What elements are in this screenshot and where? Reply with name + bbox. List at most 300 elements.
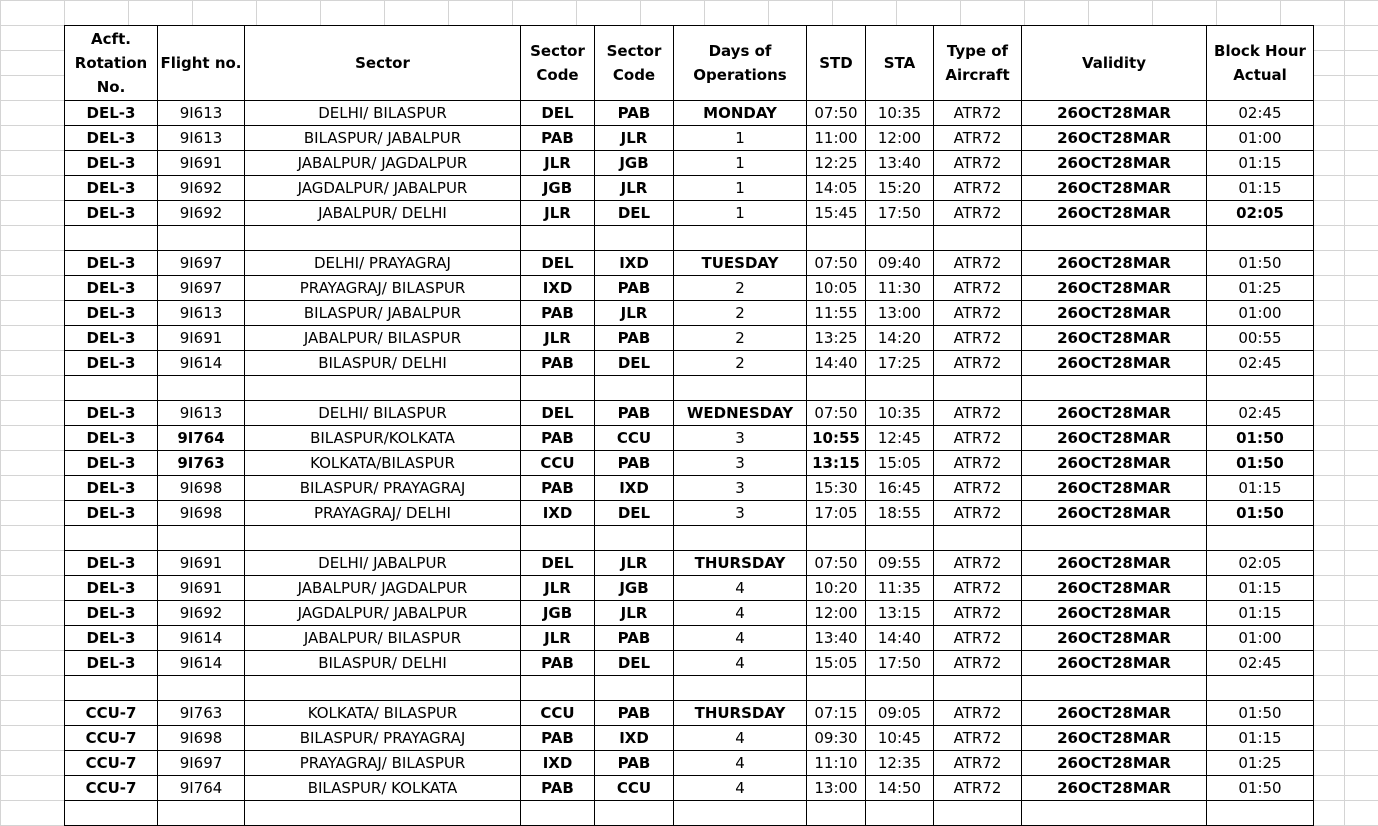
table-cell[interactable]: BILASPUR/ KOLKATA bbox=[245, 776, 521, 801]
table-cell[interactable]: ATR72 bbox=[934, 101, 1022, 126]
table-cell[interactable]: IXD bbox=[521, 276, 595, 301]
table-cell[interactable]: 9I614 bbox=[158, 626, 245, 651]
table-cell[interactable]: PAB bbox=[595, 326, 674, 351]
table-cell[interactable]: ATR72 bbox=[934, 151, 1022, 176]
table-cell[interactable]: JGB bbox=[595, 151, 674, 176]
table-cell[interactable]: 26OCT28MAR bbox=[1022, 501, 1207, 526]
table-cell[interactable]: MONDAY bbox=[674, 101, 807, 126]
table-cell[interactable]: 01:50 bbox=[1207, 451, 1314, 476]
empty-cell[interactable] bbox=[674, 376, 807, 401]
table-cell[interactable]: PAB bbox=[521, 301, 595, 326]
empty-cell[interactable] bbox=[595, 801, 674, 826]
table-cell[interactable]: 9I698 bbox=[158, 726, 245, 751]
table-cell[interactable]: DEL-3 bbox=[65, 476, 158, 501]
table-cell[interactable]: JLR bbox=[595, 301, 674, 326]
empty-cell[interactable] bbox=[1207, 801, 1314, 826]
table-cell[interactable]: 9I691 bbox=[158, 551, 245, 576]
table-cell[interactable]: 26OCT28MAR bbox=[1022, 101, 1207, 126]
table-cell[interactable]: CCU-7 bbox=[65, 751, 158, 776]
empty-cell[interactable] bbox=[1022, 226, 1207, 251]
table-cell[interactable]: DEL bbox=[595, 351, 674, 376]
table-cell[interactable]: DEL bbox=[595, 501, 674, 526]
table-cell[interactable]: 2 bbox=[674, 326, 807, 351]
table-cell[interactable]: 07:50 bbox=[807, 551, 866, 576]
table-cell[interactable]: ATR72 bbox=[934, 501, 1022, 526]
table-cell[interactable]: IXD bbox=[595, 476, 674, 501]
table-cell[interactable]: 1 bbox=[674, 126, 807, 151]
header-cell[interactable]: Validity bbox=[1022, 26, 1207, 101]
table-cell[interactable]: BILASPUR/KOLKATA bbox=[245, 426, 521, 451]
table-cell[interactable]: KOLKATA/ BILASPUR bbox=[245, 701, 521, 726]
table-cell[interactable]: DEL-3 bbox=[65, 626, 158, 651]
empty-cell[interactable] bbox=[1022, 801, 1207, 826]
table-cell[interactable]: JABALPUR/ DELHI bbox=[245, 201, 521, 226]
table-cell[interactable]: PAB bbox=[521, 426, 595, 451]
table-cell[interactable]: 01:00 bbox=[1207, 626, 1314, 651]
table-cell[interactable]: 01:25 bbox=[1207, 276, 1314, 301]
table-cell[interactable]: JLR bbox=[595, 601, 674, 626]
empty-cell[interactable] bbox=[934, 526, 1022, 551]
table-cell[interactable]: 02:05 bbox=[1207, 551, 1314, 576]
empty-cell[interactable] bbox=[674, 676, 807, 701]
table-cell[interactable]: 26OCT28MAR bbox=[1022, 251, 1207, 276]
header-cell[interactable]: STD bbox=[807, 26, 866, 101]
empty-cell[interactable] bbox=[521, 676, 595, 701]
table-cell[interactable]: PAB bbox=[595, 276, 674, 301]
table-cell[interactable]: CCU bbox=[521, 451, 595, 476]
table-cell[interactable]: DEL bbox=[595, 201, 674, 226]
table-cell[interactable]: ATR72 bbox=[934, 426, 1022, 451]
table-cell[interactable]: DEL-3 bbox=[65, 501, 158, 526]
table-cell[interactable]: 26OCT28MAR bbox=[1022, 776, 1207, 801]
empty-cell[interactable] bbox=[158, 801, 245, 826]
table-cell[interactable]: 12:25 bbox=[807, 151, 866, 176]
table-cell[interactable]: KOLKATA/BILASPUR bbox=[245, 451, 521, 476]
empty-cell[interactable] bbox=[245, 801, 521, 826]
table-cell[interactable]: IXD bbox=[595, 726, 674, 751]
table-cell[interactable]: 9I613 bbox=[158, 126, 245, 151]
table-cell[interactable]: 01:00 bbox=[1207, 301, 1314, 326]
empty-cell[interactable] bbox=[65, 526, 158, 551]
table-cell[interactable]: DEL-3 bbox=[65, 276, 158, 301]
empty-cell[interactable] bbox=[595, 376, 674, 401]
empty-cell[interactable] bbox=[807, 376, 866, 401]
empty-cell[interactable] bbox=[934, 226, 1022, 251]
table-cell[interactable]: 26OCT28MAR bbox=[1022, 726, 1207, 751]
table-cell[interactable]: JLR bbox=[595, 176, 674, 201]
table-cell[interactable]: JGB bbox=[595, 576, 674, 601]
table-cell[interactable]: 26OCT28MAR bbox=[1022, 651, 1207, 676]
table-cell[interactable]: 9I698 bbox=[158, 476, 245, 501]
table-cell[interactable]: 26OCT28MAR bbox=[1022, 276, 1207, 301]
empty-cell[interactable] bbox=[245, 376, 521, 401]
empty-cell[interactable] bbox=[866, 226, 934, 251]
table-cell[interactable]: DEL-3 bbox=[65, 301, 158, 326]
empty-cell[interactable] bbox=[595, 526, 674, 551]
table-cell[interactable]: PAB bbox=[521, 126, 595, 151]
empty-cell[interactable] bbox=[245, 676, 521, 701]
table-cell[interactable]: IXD bbox=[521, 751, 595, 776]
table-cell[interactable]: 14:20 bbox=[866, 326, 934, 351]
table-cell[interactable]: JABALPUR/ BILASPUR bbox=[245, 326, 521, 351]
empty-cell[interactable] bbox=[1207, 226, 1314, 251]
table-cell[interactable]: 12:45 bbox=[866, 426, 934, 451]
table-cell[interactable]: ATR72 bbox=[934, 776, 1022, 801]
table-cell[interactable]: 01:50 bbox=[1207, 251, 1314, 276]
table-cell[interactable]: 01:50 bbox=[1207, 426, 1314, 451]
table-cell[interactable]: 9I614 bbox=[158, 651, 245, 676]
table-cell[interactable]: BILASPUR/ PRAYAGRAJ bbox=[245, 726, 521, 751]
table-cell[interactable]: DEL bbox=[595, 651, 674, 676]
table-cell[interactable]: 2 bbox=[674, 351, 807, 376]
empty-cell[interactable] bbox=[245, 526, 521, 551]
table-cell[interactable]: PAB bbox=[521, 351, 595, 376]
table-cell[interactable]: PRAYAGRAJ/ DELHI bbox=[245, 501, 521, 526]
empty-cell[interactable] bbox=[158, 676, 245, 701]
empty-cell[interactable] bbox=[674, 226, 807, 251]
table-cell[interactable]: PAB bbox=[521, 651, 595, 676]
table-cell[interactable]: DEL-3 bbox=[65, 551, 158, 576]
table-cell[interactable]: 4 bbox=[674, 601, 807, 626]
table-cell[interactable]: 26OCT28MAR bbox=[1022, 351, 1207, 376]
table-cell[interactable]: CCU bbox=[595, 426, 674, 451]
empty-cell[interactable] bbox=[1207, 376, 1314, 401]
table-cell[interactable]: 10:55 bbox=[807, 426, 866, 451]
empty-cell[interactable] bbox=[521, 376, 595, 401]
table-cell[interactable]: 11:00 bbox=[807, 126, 866, 151]
table-cell[interactable]: ATR72 bbox=[934, 351, 1022, 376]
empty-cell[interactable] bbox=[934, 801, 1022, 826]
empty-cell[interactable] bbox=[934, 376, 1022, 401]
table-cell[interactable]: 14:40 bbox=[807, 351, 866, 376]
table-cell[interactable]: 15:45 bbox=[807, 201, 866, 226]
header-cell[interactable]: Sector Code bbox=[595, 26, 674, 101]
empty-cell[interactable] bbox=[158, 376, 245, 401]
table-cell[interactable]: DEL-3 bbox=[65, 176, 158, 201]
table-cell[interactable]: 26OCT28MAR bbox=[1022, 326, 1207, 351]
table-cell[interactable]: DEL-3 bbox=[65, 576, 158, 601]
table-cell[interactable]: PAB bbox=[595, 451, 674, 476]
table-cell[interactable]: THURSDAY bbox=[674, 551, 807, 576]
table-cell[interactable]: 02:45 bbox=[1207, 401, 1314, 426]
table-cell[interactable]: 15:05 bbox=[807, 651, 866, 676]
table-cell[interactable]: 07:50 bbox=[807, 251, 866, 276]
table-cell[interactable]: 9I764 bbox=[158, 426, 245, 451]
table-cell[interactable]: 9I691 bbox=[158, 576, 245, 601]
table-cell[interactable]: 10:05 bbox=[807, 276, 866, 301]
table-cell[interactable]: 9I763 bbox=[158, 451, 245, 476]
table-cell[interactable]: 4 bbox=[674, 751, 807, 776]
table-cell[interactable]: 26OCT28MAR bbox=[1022, 401, 1207, 426]
table-cell[interactable]: ATR72 bbox=[934, 476, 1022, 501]
table-cell[interactable]: 1 bbox=[674, 176, 807, 201]
table-cell[interactable]: 26OCT28MAR bbox=[1022, 476, 1207, 501]
table-cell[interactable]: 14:50 bbox=[866, 776, 934, 801]
table-cell[interactable]: 11:35 bbox=[866, 576, 934, 601]
empty-cell[interactable] bbox=[674, 526, 807, 551]
empty-cell[interactable] bbox=[521, 526, 595, 551]
table-cell[interactable]: 3 bbox=[674, 476, 807, 501]
table-cell[interactable]: ATR72 bbox=[934, 601, 1022, 626]
table-cell[interactable]: CCU bbox=[521, 701, 595, 726]
header-cell[interactable]: Block Hour Actual bbox=[1207, 26, 1314, 101]
empty-cell[interactable] bbox=[65, 801, 158, 826]
table-cell[interactable]: 00:55 bbox=[1207, 326, 1314, 351]
table-cell[interactable]: 02:45 bbox=[1207, 351, 1314, 376]
table-cell[interactable]: 2 bbox=[674, 276, 807, 301]
table-cell[interactable]: IXD bbox=[595, 251, 674, 276]
empty-cell[interactable] bbox=[866, 801, 934, 826]
table-cell[interactable]: 07:15 bbox=[807, 701, 866, 726]
table-cell[interactable]: 4 bbox=[674, 576, 807, 601]
table-cell[interactable]: 01:15 bbox=[1207, 476, 1314, 501]
table-cell[interactable]: JLR bbox=[521, 201, 595, 226]
empty-cell[interactable] bbox=[65, 226, 158, 251]
table-cell[interactable]: 01:50 bbox=[1207, 701, 1314, 726]
header-cell[interactable]: Days of Operations bbox=[674, 26, 807, 101]
table-cell[interactable]: JLR bbox=[521, 576, 595, 601]
table-cell[interactable]: JABALPUR/ JAGDALPUR bbox=[245, 576, 521, 601]
table-cell[interactable]: JLR bbox=[595, 126, 674, 151]
table-cell[interactable]: 9I697 bbox=[158, 276, 245, 301]
table-cell[interactable]: 9I613 bbox=[158, 101, 245, 126]
table-cell[interactable]: 12:00 bbox=[866, 126, 934, 151]
table-cell[interactable]: ATR72 bbox=[934, 551, 1022, 576]
header-cell[interactable]: Flight no. bbox=[158, 26, 245, 101]
table-cell[interactable]: ATR72 bbox=[934, 451, 1022, 476]
table-cell[interactable]: PAB bbox=[595, 701, 674, 726]
table-cell[interactable]: BILASPUR/ PRAYAGRAJ bbox=[245, 476, 521, 501]
empty-cell[interactable] bbox=[595, 226, 674, 251]
table-cell[interactable]: 13:15 bbox=[866, 601, 934, 626]
table-cell[interactable]: ATR72 bbox=[934, 576, 1022, 601]
table-cell[interactable]: 26OCT28MAR bbox=[1022, 426, 1207, 451]
table-cell[interactable]: 26OCT28MAR bbox=[1022, 151, 1207, 176]
table-cell[interactable]: 09:55 bbox=[866, 551, 934, 576]
table-cell[interactable]: TUESDAY bbox=[674, 251, 807, 276]
header-cell[interactable]: STA bbox=[866, 26, 934, 101]
table-cell[interactable]: 17:25 bbox=[866, 351, 934, 376]
table-cell[interactable]: JGB bbox=[521, 176, 595, 201]
table-cell[interactable]: 1 bbox=[674, 151, 807, 176]
table-cell[interactable]: CCU-7 bbox=[65, 776, 158, 801]
table-cell[interactable]: 26OCT28MAR bbox=[1022, 201, 1207, 226]
table-cell[interactable]: 26OCT28MAR bbox=[1022, 701, 1207, 726]
empty-cell[interactable] bbox=[807, 676, 866, 701]
table-cell[interactable]: PRAYAGRAJ/ BILASPUR bbox=[245, 276, 521, 301]
empty-cell[interactable] bbox=[1022, 676, 1207, 701]
empty-cell[interactable] bbox=[807, 226, 866, 251]
table-cell[interactable]: 02:45 bbox=[1207, 101, 1314, 126]
table-cell[interactable]: 01:25 bbox=[1207, 751, 1314, 776]
table-cell[interactable]: 26OCT28MAR bbox=[1022, 751, 1207, 776]
table-cell[interactable]: 9I697 bbox=[158, 251, 245, 276]
table-cell[interactable]: 9I763 bbox=[158, 701, 245, 726]
table-cell[interactable]: 9I691 bbox=[158, 151, 245, 176]
table-cell[interactable]: DEL-3 bbox=[65, 601, 158, 626]
table-cell[interactable]: 26OCT28MAR bbox=[1022, 626, 1207, 651]
table-cell[interactable]: DEL-3 bbox=[65, 201, 158, 226]
table-cell[interactable]: 17:50 bbox=[866, 651, 934, 676]
table-cell[interactable]: DELHI/ BILASPUR bbox=[245, 101, 521, 126]
table-cell[interactable]: 4 bbox=[674, 626, 807, 651]
table-cell[interactable]: ATR72 bbox=[934, 301, 1022, 326]
table-cell[interactable]: DEL bbox=[521, 251, 595, 276]
table-cell[interactable]: 01:00 bbox=[1207, 126, 1314, 151]
table-cell[interactable]: 4 bbox=[674, 726, 807, 751]
table-cell[interactable]: 4 bbox=[674, 651, 807, 676]
table-cell[interactable]: CCU bbox=[595, 776, 674, 801]
table-cell[interactable]: 9I692 bbox=[158, 601, 245, 626]
header-cell[interactable]: Acft. Rotation No. bbox=[65, 26, 158, 101]
table-cell[interactable]: 26OCT28MAR bbox=[1022, 451, 1207, 476]
empty-cell[interactable] bbox=[65, 376, 158, 401]
table-cell[interactable]: PAB bbox=[521, 476, 595, 501]
empty-cell[interactable] bbox=[866, 676, 934, 701]
table-cell[interactable]: ATR72 bbox=[934, 326, 1022, 351]
table-cell[interactable]: DEL bbox=[521, 101, 595, 126]
table-cell[interactable]: DEL bbox=[521, 401, 595, 426]
empty-cell[interactable] bbox=[65, 676, 158, 701]
table-cell[interactable]: THURSDAY bbox=[674, 701, 807, 726]
table-cell[interactable]: ATR72 bbox=[934, 126, 1022, 151]
header-cell[interactable]: Type of Aircraft bbox=[934, 26, 1022, 101]
table-cell[interactable]: ATR72 bbox=[934, 751, 1022, 776]
table-cell[interactable]: 26OCT28MAR bbox=[1022, 176, 1207, 201]
empty-cell[interactable] bbox=[595, 676, 674, 701]
table-cell[interactable]: 01:15 bbox=[1207, 601, 1314, 626]
table-cell[interactable]: 11:55 bbox=[807, 301, 866, 326]
table-cell[interactable]: ATR72 bbox=[934, 276, 1022, 301]
table-cell[interactable]: CCU-7 bbox=[65, 726, 158, 751]
table-cell[interactable]: 17:05 bbox=[807, 501, 866, 526]
table-cell[interactable]: 12:00 bbox=[807, 601, 866, 626]
empty-cell[interactable] bbox=[1207, 676, 1314, 701]
empty-cell[interactable] bbox=[245, 226, 521, 251]
table-cell[interactable]: JLR bbox=[521, 326, 595, 351]
table-cell[interactable]: 9I613 bbox=[158, 301, 245, 326]
table-cell[interactable]: DELHI/ PRAYAGRAJ bbox=[245, 251, 521, 276]
table-cell[interactable]: CCU-7 bbox=[65, 701, 158, 726]
table-cell[interactable]: 09:40 bbox=[866, 251, 934, 276]
table-cell[interactable]: 17:50 bbox=[866, 201, 934, 226]
header-cell[interactable]: Sector Code bbox=[521, 26, 595, 101]
table-cell[interactable]: 10:35 bbox=[866, 401, 934, 426]
table-cell[interactable]: 9I698 bbox=[158, 501, 245, 526]
table-cell[interactable]: 26OCT28MAR bbox=[1022, 301, 1207, 326]
table-cell[interactable]: DELHI/ BILASPUR bbox=[245, 401, 521, 426]
empty-cell[interactable] bbox=[674, 801, 807, 826]
table-cell[interactable]: 13:15 bbox=[807, 451, 866, 476]
table-cell[interactable]: 10:20 bbox=[807, 576, 866, 601]
table-cell[interactable]: DEL-3 bbox=[65, 126, 158, 151]
table-cell[interactable]: 26OCT28MAR bbox=[1022, 551, 1207, 576]
table-cell[interactable]: 13:40 bbox=[807, 626, 866, 651]
empty-cell[interactable] bbox=[934, 676, 1022, 701]
table-cell[interactable]: 9I691 bbox=[158, 326, 245, 351]
table-cell[interactable]: 18:55 bbox=[866, 501, 934, 526]
table-cell[interactable]: JABALPUR/ BILASPUR bbox=[245, 626, 521, 651]
table-cell[interactable]: 9I692 bbox=[158, 176, 245, 201]
table-cell[interactable]: BILASPUR/ JABALPUR bbox=[245, 301, 521, 326]
empty-cell[interactable] bbox=[807, 526, 866, 551]
table-cell[interactable]: 09:30 bbox=[807, 726, 866, 751]
header-cell[interactable]: Sector bbox=[245, 26, 521, 101]
table-cell[interactable]: 11:10 bbox=[807, 751, 866, 776]
table-cell[interactable]: PAB bbox=[595, 101, 674, 126]
table-cell[interactable]: DEL-3 bbox=[65, 251, 158, 276]
table-cell[interactable]: JLR bbox=[595, 551, 674, 576]
table-cell[interactable]: 26OCT28MAR bbox=[1022, 601, 1207, 626]
table-cell[interactable]: 01:50 bbox=[1207, 776, 1314, 801]
table-cell[interactable]: 14:05 bbox=[807, 176, 866, 201]
table-cell[interactable]: 13:00 bbox=[807, 776, 866, 801]
table-cell[interactable]: 01:50 bbox=[1207, 501, 1314, 526]
table-cell[interactable]: 13:25 bbox=[807, 326, 866, 351]
table-cell[interactable]: DEL-3 bbox=[65, 101, 158, 126]
table-cell[interactable]: 10:45 bbox=[866, 726, 934, 751]
table-cell[interactable]: DEL-3 bbox=[65, 651, 158, 676]
table-cell[interactable]: DEL bbox=[521, 551, 595, 576]
table-cell[interactable]: DEL-3 bbox=[65, 451, 158, 476]
table-cell[interactable]: 4 bbox=[674, 776, 807, 801]
table-cell[interactable]: 26OCT28MAR bbox=[1022, 576, 1207, 601]
table-cell[interactable]: 10:35 bbox=[866, 101, 934, 126]
empty-cell[interactable] bbox=[866, 526, 934, 551]
table-cell[interactable]: PAB bbox=[595, 401, 674, 426]
table-cell[interactable]: DEL-3 bbox=[65, 151, 158, 176]
table-cell[interactable]: 9I614 bbox=[158, 351, 245, 376]
empty-cell[interactable] bbox=[158, 226, 245, 251]
empty-cell[interactable] bbox=[521, 801, 595, 826]
table-cell[interactable]: 26OCT28MAR bbox=[1022, 126, 1207, 151]
table-cell[interactable]: 15:20 bbox=[866, 176, 934, 201]
table-cell[interactable]: 16:45 bbox=[866, 476, 934, 501]
table-cell[interactable]: 3 bbox=[674, 426, 807, 451]
table-cell[interactable]: 9I692 bbox=[158, 201, 245, 226]
table-cell[interactable]: 1 bbox=[674, 201, 807, 226]
table-cell[interactable]: 01:15 bbox=[1207, 576, 1314, 601]
table-cell[interactable]: BILASPUR/ DELHI bbox=[245, 351, 521, 376]
table-cell[interactable]: 9I697 bbox=[158, 751, 245, 776]
table-cell[interactable]: PRAYAGRAJ/ BILASPUR bbox=[245, 751, 521, 776]
table-cell[interactable]: 11:30 bbox=[866, 276, 934, 301]
empty-cell[interactable] bbox=[158, 526, 245, 551]
table-cell[interactable]: 3 bbox=[674, 501, 807, 526]
table-cell[interactable]: DELHI/ JABALPUR bbox=[245, 551, 521, 576]
table-cell[interactable]: DEL-3 bbox=[65, 426, 158, 451]
table-cell[interactable]: 13:40 bbox=[866, 151, 934, 176]
table-cell[interactable]: 9I613 bbox=[158, 401, 245, 426]
table-cell[interactable]: 01:15 bbox=[1207, 726, 1314, 751]
table-cell[interactable]: 15:30 bbox=[807, 476, 866, 501]
table-cell[interactable]: ATR72 bbox=[934, 701, 1022, 726]
empty-cell[interactable] bbox=[1022, 376, 1207, 401]
table-cell[interactable]: ATR72 bbox=[934, 626, 1022, 651]
table-cell[interactable]: 07:50 bbox=[807, 101, 866, 126]
table-cell[interactable]: JAGDALPUR/ JABALPUR bbox=[245, 601, 521, 626]
table-cell[interactable]: DEL-3 bbox=[65, 351, 158, 376]
table-cell[interactable]: ATR72 bbox=[934, 651, 1022, 676]
table-cell[interactable]: 01:15 bbox=[1207, 151, 1314, 176]
table-cell[interactable]: 14:40 bbox=[866, 626, 934, 651]
table-cell[interactable]: JLR bbox=[521, 151, 595, 176]
table-cell[interactable]: JABALPUR/ JAGDALPUR bbox=[245, 151, 521, 176]
empty-cell[interactable] bbox=[1207, 526, 1314, 551]
table-cell[interactable]: JLR bbox=[521, 626, 595, 651]
table-cell[interactable]: 02:05 bbox=[1207, 201, 1314, 226]
table-cell[interactable]: 9I764 bbox=[158, 776, 245, 801]
